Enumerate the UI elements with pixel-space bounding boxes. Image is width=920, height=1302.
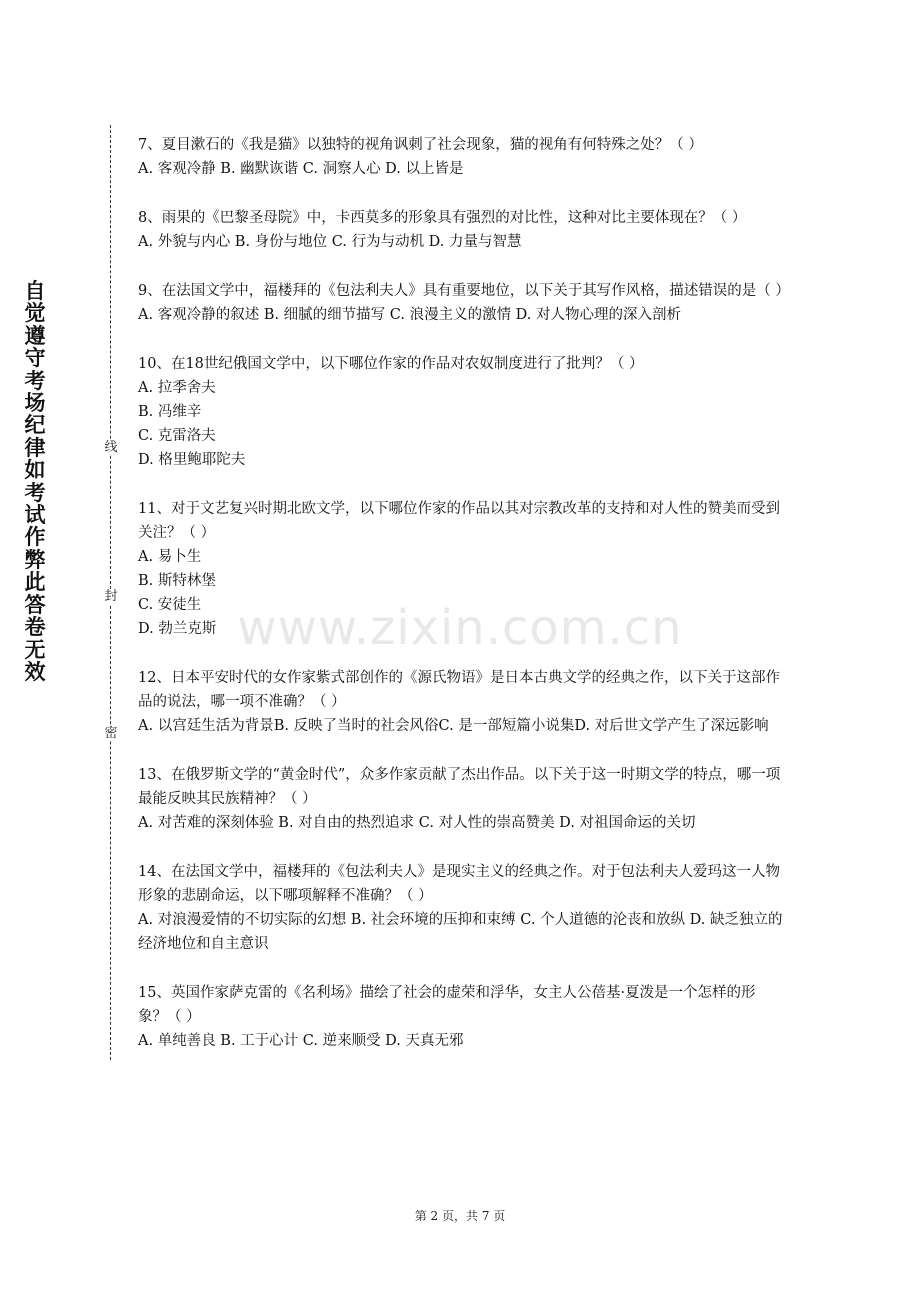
question-list (138, 133, 790, 1078)
question-stem: 11、对于文艺复兴时期北欧文学，以下哪位作家的作品以其对宗教改革的支持和对人性的赞美而受到关注？（ ） (138, 501, 780, 541)
question-15 (138, 981, 783, 1053)
exam-discipline-notice: 自觉遵守考场纪律如考试作弊此答卷无效 (24, 279, 46, 684)
question-stem: 14、在法国文学中，福楼拜的《包法利夫人》是现实主义的经典之作。对于包法利夫人爱玛这一人物形象的悲剧命运，以下哪项解释不准确？（ ） (138, 864, 780, 904)
question-stem: 13、在俄罗斯文学的“黄金时代”，众多作家贡献了杰出作品。以下关于这一时期文学的特点，哪一项最能反映其民族精神？（ ） (138, 767, 781, 807)
question-stem: 8、雨果的《巴黎圣母院》中，卡西莫多的形象具有强烈的对比性，这种对比主要体现在？（ ） (138, 210, 747, 226)
question-options: A. 对浪漫爱情的不切实际的幻想 B. 社会环境的压抑和束缚 C. 个人道德的沦丧和放纵 D. 缺乏独立的经济地位和自主意识 (138, 912, 783, 952)
question-13 (138, 763, 783, 835)
option-b: B. 斯特林堡 (138, 573, 216, 589)
option-a: A. 易卜生 (138, 549, 202, 565)
question-options: A. 以宫廷生活为背景B. 反映了当时的社会风俗C. 是一部短篇小说集D. 对后世文学产生了深远影响 (138, 718, 769, 734)
question-options: A. 对苦难的深刻体验 B. 对自由的热烈追求 C. 对人性的崇高赞美 D. 对祖国命运的关切 (138, 815, 696, 831)
question-11 (138, 497, 783, 641)
question-stem: 7、夏目漱石的《我是猫》以独特的视角讽刺了社会现象，猫的视角有何特殊之处？（ ） (138, 137, 703, 153)
option-d: D. 勃兰克斯 (138, 621, 217, 637)
page-number: 第 2 页，共 7 页 (414, 1209, 506, 1223)
watermark-text: www.zixin.com.cn (237, 600, 683, 656)
question-12 (138, 666, 783, 738)
question-9 (138, 279, 790, 327)
question-stem: 10、在18世纪俄国文学中，以下哪位作家的作品对农奴制度进行了批判？（ ） (138, 356, 644, 372)
question-14 (138, 860, 783, 956)
option-c: C. 安徒生 (138, 597, 202, 613)
question-options: A. 客观冷静 B. 幽默诙谐 C. 洞察人心 D. 以上皆是 (138, 161, 464, 177)
question-options: A. 单纯善良 B. 工于心计 C. 逆来顺受 D. 天真无邪 (138, 1033, 464, 1049)
option-b: B. 冯维辛 (138, 404, 202, 420)
option-d: D. 格里鲍耶陀夫 (138, 452, 246, 468)
question-10 (138, 352, 783, 472)
question-8 (138, 206, 783, 254)
option-c: C. 克雷洛夫 (138, 428, 216, 444)
binding-label-line: 线 (104, 440, 118, 455)
question-options: A. 客观冷静的叙述 B. 细腻的细节描写 C. 浪漫主义的激情 D. 对人物心理的深入剖析 (138, 307, 682, 323)
option-a: A. 拉季舍夫 (138, 380, 216, 396)
question-7 (138, 133, 783, 181)
question-stem: 9、在法国文学中，福楼拜的《包法利夫人》具有重要地位，以下关于其写作风格，描述错误的是（ ） (138, 283, 790, 299)
question-stem: 12、日本平安时代的女作家紫式部创作的《源氏物语》是日本古典文学的经典之作，以下关于这部作品的说法，哪一项不准确？（ ） (138, 670, 780, 710)
binding-label-seal: 封 (104, 589, 118, 604)
question-options: A. 外貌与内心 B. 身份与地位 C. 行为与动机 D. 力量与智慧 (138, 234, 522, 250)
binding-label-close: 密 (104, 726, 118, 741)
question-stem: 15、英国作家萨克雷的《名利场》描绘了社会的虚荣和浮华，女主人公蓓基·夏泼是一个怎样的形象？（ ） (138, 985, 756, 1025)
